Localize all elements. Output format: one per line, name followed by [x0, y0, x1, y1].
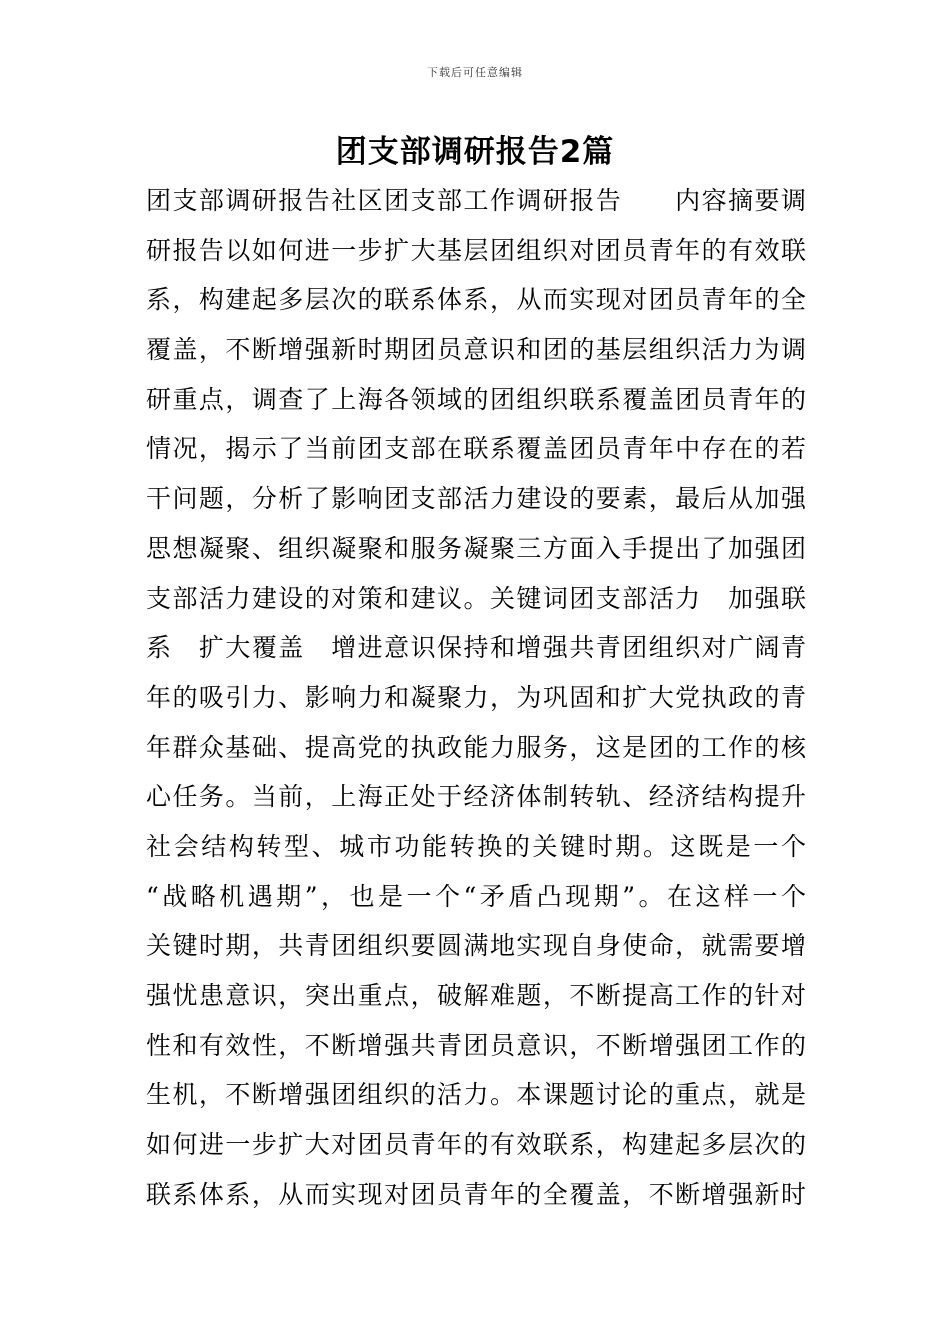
body-line: 研重点，调查了上海各领域的团组织联系覆盖团员青年的 [146, 384, 806, 414]
body-line: 支部活力建设的对策和建议。关键词团支部活力 加强联 [146, 583, 806, 613]
body-line: 系 扩大覆盖 增进意识保持和增强共青团组织对广阔青 [146, 633, 806, 663]
body-line: 强忧患意识，突出重点，破解难题，不断提高工作的针对 [146, 981, 806, 1010]
body-line: 性和有效性，不断增强共青团员意识，不断增强团工作的 [146, 1030, 806, 1060]
body-line: 心任务。当前，上海正处于经济体制转轨、经济结构提升 [146, 782, 806, 812]
body-line: 团支部调研报告社区团支部工作调研报告 内容摘要调 [146, 186, 806, 215]
body-line: 如何进一步扩大对团员青年的有效联系，构建起多层次的 [146, 1130, 806, 1160]
body-line: 年的吸引力、影响力和凝聚力，为巩固和扩大党执政的青 [146, 682, 806, 712]
body-line: 联系体系，从而实现对团员青年的全覆盖，不断增强新时 [146, 1179, 806, 1209]
body-line: 覆盖，不断增强新时期团员意识和团的基层组织活力为调 [146, 335, 806, 365]
body-line: 情况，揭示了当前团支部在联系覆盖团员青年中存在的若 [146, 434, 806, 464]
body-line: 研报告以如何进一步扩大基层团组织对团员青年的有效联 [146, 235, 806, 265]
body-line: 思想凝聚、组织凝聚和服务凝聚三方面入手提出了加强团 [146, 533, 806, 563]
body-line: “战略机遇期”，也是一个“矛盾凸现期”。在这样一个 [146, 881, 806, 911]
body-line: 社会结构转型、城市功能转换的关键时期。这既是一个 [146, 831, 806, 861]
body-text [146, 176, 806, 1219]
body-line: 系，构建起多层次的联系体系，从而实现对团员青年的全 [146, 285, 806, 315]
header-note: 下载后可任意编辑 [427, 66, 523, 79]
body-line: 生机，不断增强团组织的活力。本课题讨论的重点，就是 [146, 1080, 806, 1110]
body-line: 年群众基础、提高党的执政能力服务，这是团的工作的核 [146, 732, 806, 762]
body-line: 关键时期，共青团组织要圆满地实现自身使命，就需要增 [146, 931, 806, 961]
body-line: 干问题，分析了影响团支部活力建设的要素，最后从加强 [146, 484, 806, 514]
document-title: 团支部调研报告2篇 [335, 134, 615, 170]
